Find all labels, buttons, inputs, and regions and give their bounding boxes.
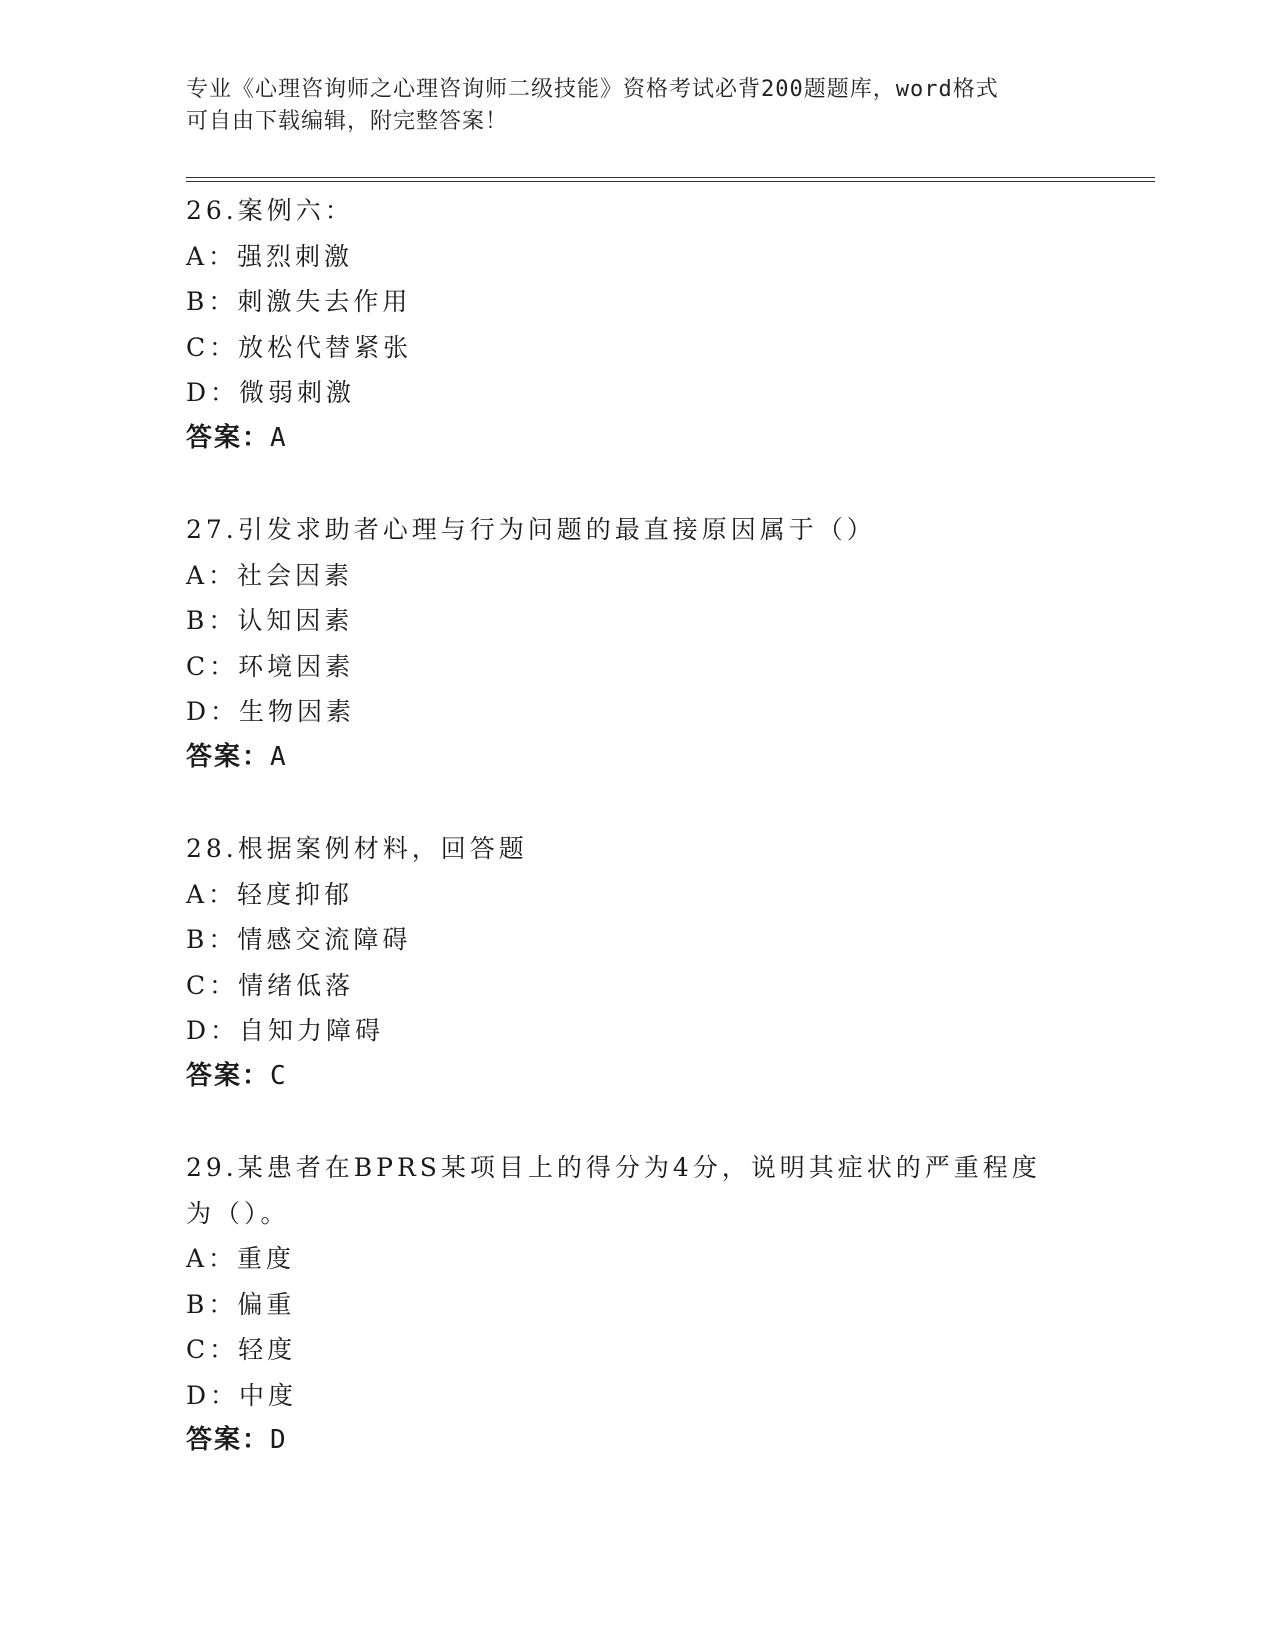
- question-28: [186, 826, 1086, 1099]
- answer-line: [186, 1418, 1086, 1464]
- answer-label: 答案：: [186, 1060, 271, 1091]
- option-c: C：轻度: [186, 1335, 297, 1364]
- question-spacer: [186, 1099, 1086, 1145]
- option-b: B：偏重: [186, 1289, 296, 1319]
- question-stem: 29.某患者在BPRS某项目上的得分为4分，说明其症状的严重程度为（）。: [186, 1153, 1041, 1228]
- question-27: [186, 507, 1086, 780]
- option-c: C：环境因素: [186, 651, 355, 681]
- option-c: C：放松代替紧张: [186, 332, 413, 362]
- option-d: D：微弱刺激: [186, 378, 356, 407]
- answer-line: [186, 416, 1086, 462]
- document-header: [186, 74, 1066, 138]
- answer-line: [186, 735, 1086, 781]
- option-a: A：强烈刺激: [186, 241, 354, 271]
- answer-value: A: [270, 422, 288, 453]
- answer-line: [186, 1054, 1086, 1100]
- option-a: A：轻度抑郁: [186, 879, 354, 909]
- question-26: [186, 188, 1086, 461]
- option-b: B：情感交流障碍: [186, 925, 412, 954]
- answer-value: C: [270, 1060, 288, 1091]
- header-line-2: 可自由下载编辑，附完整答案！: [186, 109, 509, 134]
- answer-value: A: [270, 741, 288, 772]
- option-a: A：社会因素: [186, 560, 354, 590]
- question-stem: 27.引发求助者心理与行为问题的最直接原因属于（）: [186, 515, 876, 544]
- option-d: D：中度: [186, 1380, 298, 1410]
- option-a: A：重度: [186, 1244, 296, 1273]
- option-b: B：认知因素: [186, 606, 354, 635]
- question-29: [186, 1145, 1086, 1464]
- option-c: C：情绪低落: [186, 970, 355, 1000]
- option-d: D：自知力障碍: [186, 1016, 385, 1045]
- header-divider-top: [186, 177, 1155, 178]
- question-spacer: [186, 461, 1086, 507]
- option-b: B：刺激失去作用: [186, 287, 412, 316]
- answer-label: 答案：: [186, 422, 271, 453]
- answer-label: 答案：: [186, 1425, 271, 1455]
- question-spacer: [186, 780, 1086, 826]
- answer-label: 答案：: [186, 741, 271, 772]
- question-list: [186, 188, 1086, 1464]
- question-stem: 26.案例六：: [186, 196, 354, 225]
- header-line-1: 专业《心理咨询师之心理咨询师二级技能》资格考试必背200题题库，word格式: [186, 77, 999, 102]
- answer-value: D: [270, 1425, 288, 1455]
- header-divider-bottom: [186, 181, 1155, 182]
- option-d: D：生物因素: [186, 697, 356, 726]
- question-stem: 28.根据案例材料，回答题: [186, 834, 528, 863]
